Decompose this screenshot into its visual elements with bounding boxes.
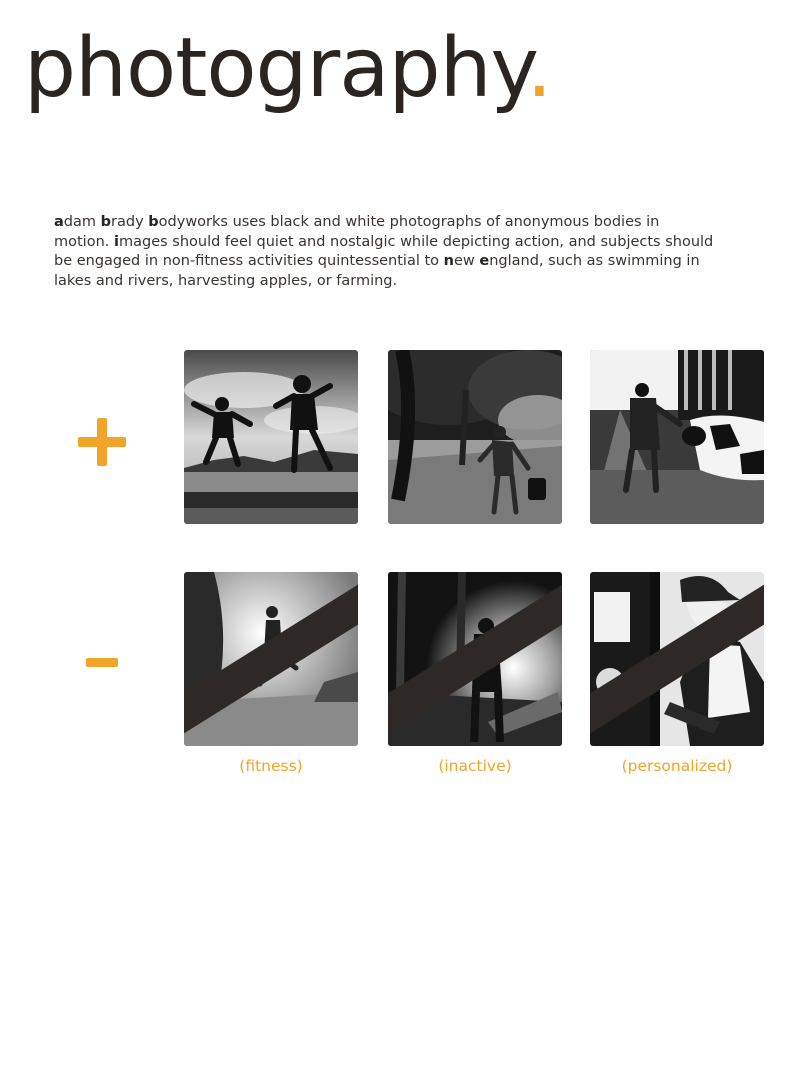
intro-paragraph [54,213,714,291]
intro-text: rady [111,214,149,230]
intro-text: ngland, such as swimming in lakes and rivers, harvesting apples, or farming. [54,253,700,289]
minus-icon [86,658,118,667]
intro-initial: a [54,214,64,230]
bonfire-inactive-photo [388,572,562,746]
intro-text: dam [63,214,101,230]
intro-text: mages should feel quiet and nostalgic while depicting action, and subjects should be engaged in non-fitness activities quintessential to [54,233,714,269]
barn-cows-farmer-photo [590,350,764,524]
intro-initial: n [443,253,454,269]
personalized-portrait-photo [590,572,764,746]
intro-text: odyworks uses black and white photographs of anonymous bodies in motion. [54,214,660,250]
intro-initial: i [114,233,119,250]
title-dot: . [526,21,552,116]
caption-fitness: (fitness) [239,757,303,775]
plus-icon [78,418,126,466]
caption-personalized: (personalized) [621,757,733,775]
intro-initial: e [479,253,490,269]
intro-initial: b [100,214,112,230]
caption-inactive: (inactive) [438,757,512,775]
title-text: photography [24,21,527,116]
intro-initial: b [148,214,159,230]
runner-fitness-photo [184,572,358,746]
apple-harvest-orchard-photo [388,350,562,524]
children-jumping-into-lake-photo [184,350,358,524]
page-title [24,21,552,116]
intro-text: ew [453,253,480,269]
